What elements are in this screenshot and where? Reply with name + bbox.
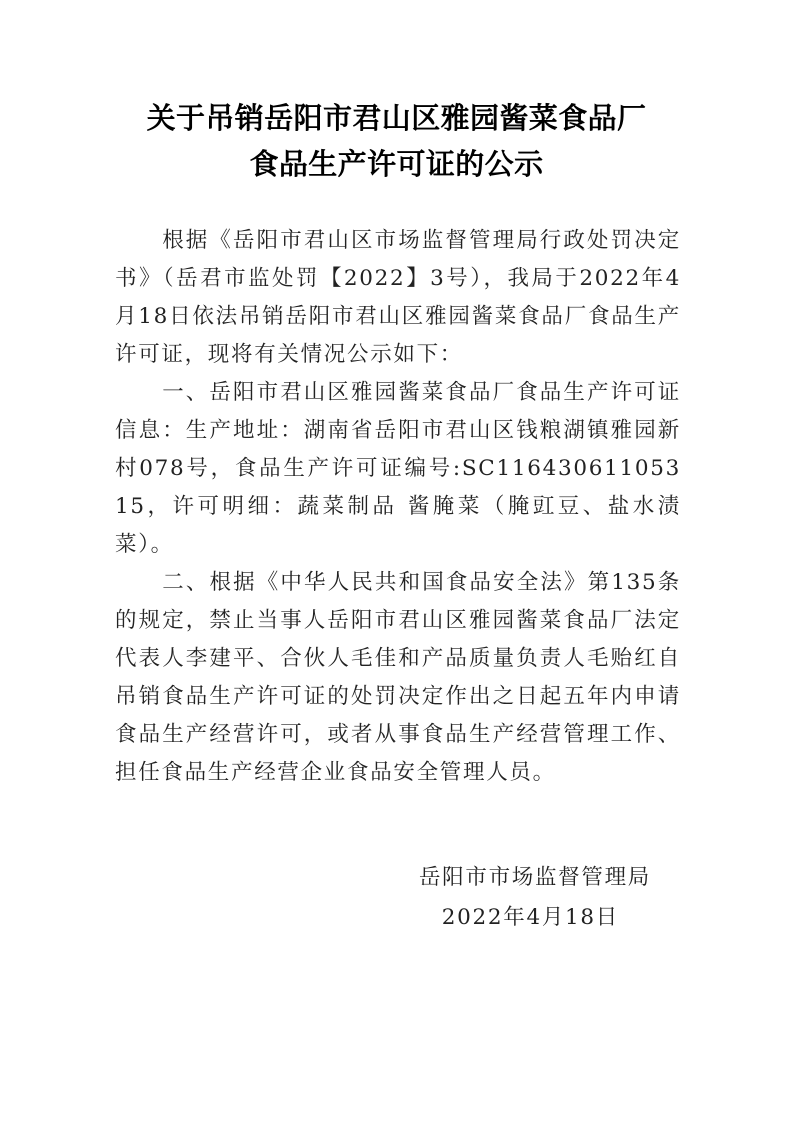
body-paragraph-1: 根据《岳阳市君山区市场监督管理局行政处罚决定书》（岳君市监处罚【2022】3号），我局于2022年4月18日依法吊销岳阳市君山区雅园酱菜食品厂食品生产许可证，现将有关情况公示如下： <box>115 228 681 367</box>
signature-block <box>115 858 681 938</box>
page-title-line-1: 关于吊销岳阳市君山区雅园酱菜食品厂 <box>146 103 647 135</box>
document-body <box>115 222 681 792</box>
page-title <box>96 96 697 188</box>
page-title-line-2: 食品生产许可证的公示 <box>249 149 544 181</box>
issue-date: 2022年4月18日 <box>441 905 619 930</box>
body-paragraph-3: 二、根据《中华人民共和国食品安全法》第135条的规定，禁止当事人岳阳市君山区雅园酱菜食品厂法定代表人李建平、合伙人毛佳和产品质量负责人毛贻红自吊销食品生产许可证的处罚决定作出之日起五年内申请食品生产经营许可，或者从事食品生产经营管理工作、担任食品生产经营企业食品安全管理人员。 <box>115 570 681 785</box>
body-paragraph-2: 一、岳阳市君山区雅园酱菜食品厂食品生产许可证信息：生产地址：湖南省岳阳市君山区钱粮湖镇雅园新村078号，食品生产许可证编号:SC11643061105315，许可明细：蔬菜制品 酱腌菜（腌豇豆、盐水渍菜）。 <box>115 380 681 557</box>
issuing-authority: 岳阳市市场监督管理局 <box>418 865 651 890</box>
